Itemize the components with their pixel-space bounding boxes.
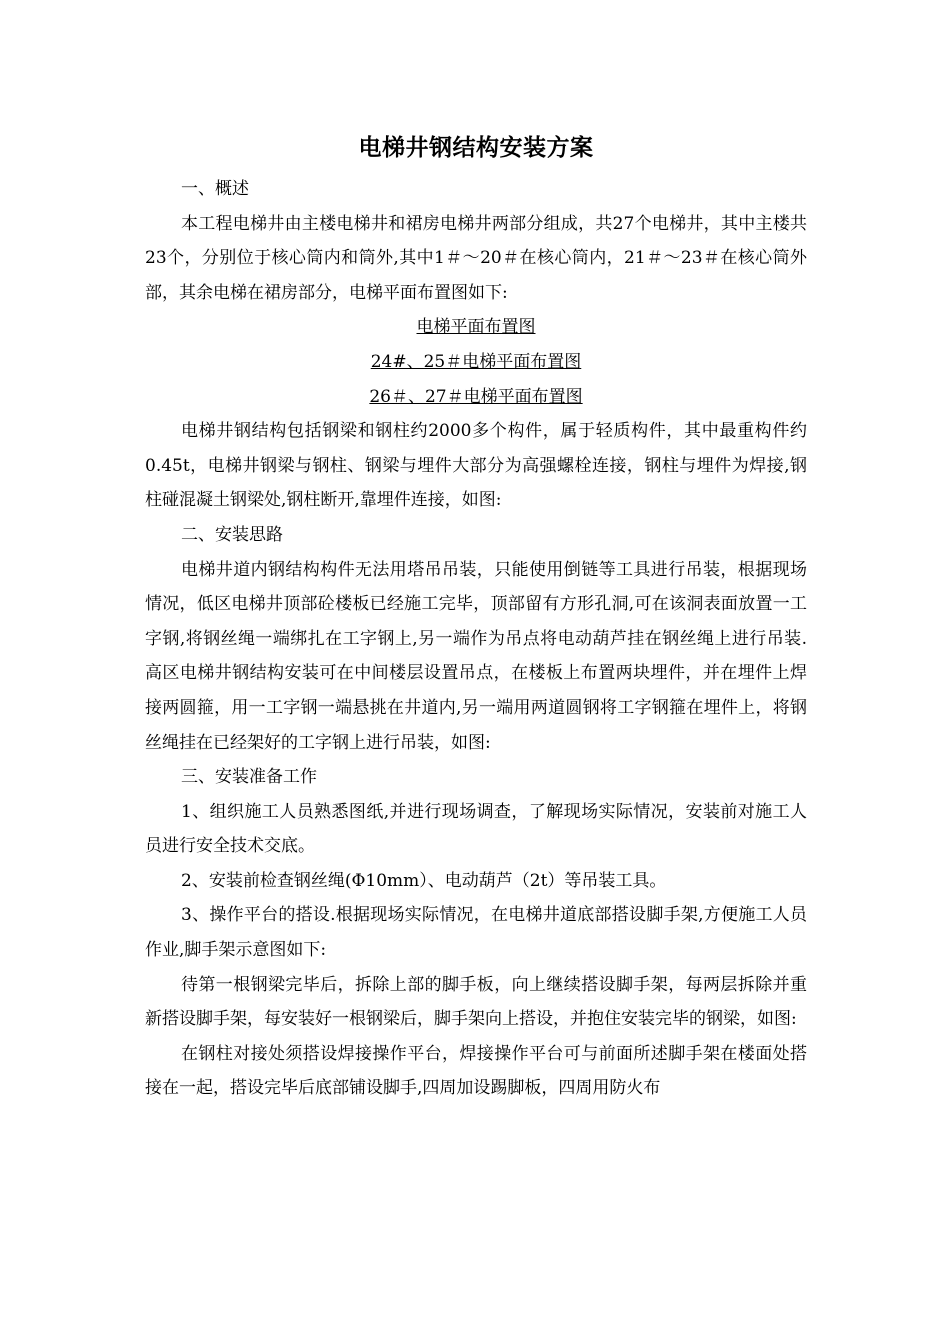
document-title: 电梯井钢结构安装方案 [358, 134, 594, 161]
figure-caption-elevator-26-27[interactable] [145, 380, 807, 415]
document-page [145, 126, 807, 1106]
figure-caption-text[interactable]: 24#、25＃电梯平面布置图 [370, 351, 582, 372]
paragraph-prep-2: 2、安装前检查钢丝绳(Φ10mm）、电动葫芦（2t）等吊装工具。 [181, 870, 667, 891]
paragraph-prep-1: 1、组织施工人员熟悉图纸,并进行现场调查，了解现场实际情况，安装前对施工人员进行安全技术交底。 [145, 801, 807, 857]
section-heading-installation-approach: 二、安装思路 [181, 524, 283, 545]
paragraph-welding-platform: 在钢柱对接处须搭设焊接操作平台，焊接操作平台可与前面所述脚手架在楼面处搭接在一起，搭设完毕后底部铺设脚手,四周加设踢脚板，四周用防火布 [145, 1043, 807, 1099]
figure-caption-text[interactable]: 26＃、27＃电梯平面布置图 [369, 386, 583, 407]
figure-caption-elevator-layout[interactable] [145, 310, 807, 345]
paragraph-structure: 电梯井钢结构包括钢梁和钢柱约2000多个构件，属于轻质构件，其中最重构件约0.45t，电梯井钢梁与钢柱、钢梁与埋件大部分为高强螺栓连接，钢柱与埋件为焊接,钢柱碰混凝土钢梁处,钢柱断开,靠埋件连接，如图: [145, 421, 807, 511]
section-heading-overview: 一、概述 [181, 179, 249, 199]
section-heading-preparation: 三、安装准备工作 [181, 767, 317, 788]
figure-caption-elevator-24-25[interactable] [145, 345, 807, 380]
paragraph-overview: 本工程电梯井由主楼电梯井和裙房电梯井两部分组成，共27个电梯井，其中主楼共23个，分别位于核心筒内和筒外,其中1＃～20＃在核心筒内，21＃～23＃在核心筒外部，其余电梯在裙房部分，电梯平面布置图如下: [145, 213, 807, 303]
figure-caption-text[interactable]: 电梯平面布置图 [416, 317, 536, 338]
paragraph-prep-3: 3、操作平台的搭设.根据现场实际情况，在电梯井道底部搭设脚手架,方便施工人员作业,脚手架示意图如下: [145, 905, 807, 961]
paragraph-installation-approach: 电梯井道内钢结构构件无法用塔吊吊装，只能使用倒链等工具进行吊装，根据现场情况，低区电梯井顶部砼楼板已经施工完毕，顶部留有方形孔洞,可在该洞表面放置一工字钢,将钢丝绳一端绑扎在工字钢上,另一端作为吊点将电动葫芦挂在钢丝绳上进行吊装.高区电梯井钢结构安装可在中间楼层设置吊点，在楼板上布置两块埋件，并在埋件上焊接两圆箍，用一工字钢一端悬挑在井道内,另一端用两道圆钢将工字钢箍在埋件上，将钢丝绳挂在已经架好的工字钢上进行吊装，如图: [145, 559, 807, 753]
paragraph-scaffold-progress: 待第一根钢梁完毕后，拆除上部的脚手板，向上继续搭设脚手架，每两层拆除并重新搭设脚手架，每安装好一根钢梁后，脚手架向上搭设，并抱住安装完毕的钢梁，如图: [145, 974, 807, 1030]
